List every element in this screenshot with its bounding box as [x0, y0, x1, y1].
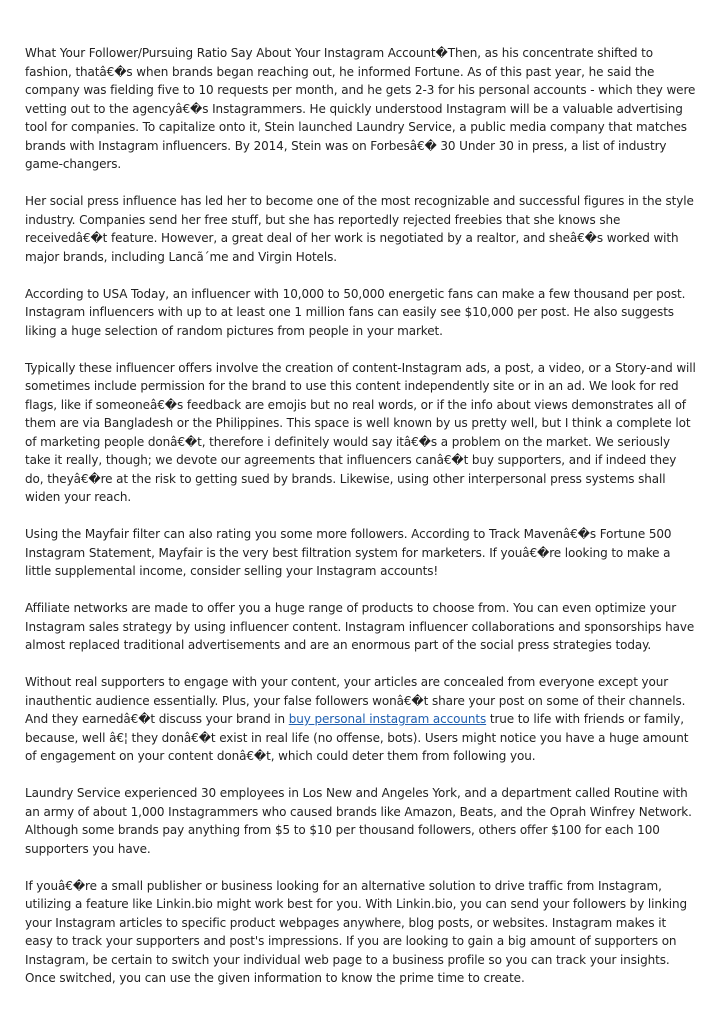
paragraph-9: If youâ€�re a small publisher or business looking for an alternative solution to drive traffic from Instagram, utilizing a feature like Linkin.bio might work best for you. With Linkin.bio, you can send your followers by linking your Instagram articles to specific product webpages anywhere, blog posts, or websites. Instagram makes it easy to track your supporters and post's impressions. If you are looking to gain a big amount of supporters on Instagram, be certain to switch your individual web page to a business profile so you can track your insights. Once switched, you can use the given information to know the prime time to create.	[25, 878, 687, 985]
paragraph-7-text-after: true to life with friends or family, because, well â€¦ they donâ€�t exist in real life (no offense, bots). Users might notice you have a huge amount of engagement on your content donâ€�t, which could deter them from following you.	[25, 712, 689, 763]
paragraph-5: Using the Mayfair filter can also rating you some more followers. According to Track Mavenâ€�s Fortune 500 Instagram Statement, Mayfair is the very best filtration system for marketers. If youâ€�re looking to make a little supplemental income, consider selling your Instagram accounts!	[25, 527, 672, 578]
paragraph-7	[25, 673, 697, 766]
paragraph-4: Typically these influencer offers involve the creation of content-Instagram ads, a post, a video, or a Story-and will sometimes include permission for the brand to use this content independently site or in an ad. We look for red flags, like if someoneâ€�s feedback are emojis but no real words, or if the info about views demonstrates all of them are via Bangladesh or the Philippines. This space is well known by us pretty well, but I think a complete lot of marketing people donâ€�t, therefore i definitely would say itâ€�s a problem on the market. We seriously take it really, though; we devote our agreements that influencers canâ€�t buy supporters, and if indeed they do, theyâ€�re at the risk to getting sued by brands. Likewise, using other interpersonal press systems shall widen your reach.	[25, 360, 696, 504]
paragraph-3: According to USA Today, an influencer with 10,000 to 50,000 energetic fans can make a few thousand per post. Instagram influencers with up to at least one 1 million fans can easily see $10,000 per post. He also suggests liking a huge selection of random pictures from people in your market.	[25, 286, 686, 338]
paragraph-6: Affiliate networks are made to offer you a huge range of products to choose from. You can even optimize your Instagram sales strategy by using influencer content. Instagram influencer collaborations and sponsorships have almost replaced traditional advertisements and are an enormous part of the social press strategies today.	[25, 601, 695, 652]
paragraph-7-text-before: Without real supporters to engage with your content, your articles are concealed from everyone except your inauthentic audience essentially. Plus, your false followers wonâ€�t share your post on some of their channels. And they earnedâ€�t discuss your brand in	[25, 675, 686, 726]
paragraph-1: What Your Follower/Pursuing Ratio Say About Your Instagram Account�Then, as his concentrate shifted to fashion, thatâ€�s when brands began reaching out, he informed Fortune. As of this past year, he said the company was fielding five to 10 requests per month, and he gets 2-3 for his personal accounts - which they were vetting out to the agencyâ€�s Instagrammers. He quickly understood Instagram will be a valuable advertising tool for companies. To capitalize onto it, Stein launched Laundry Service, a public media company that matches brands with Instagram influencers. By 2014, Stein was on Forbesâ€� 30 Under 30 in press, a list of industry game-changers.	[25, 46, 696, 171]
article-body	[25, 44, 697, 1006]
paragraph-2: Her social press influence has led her to become one of the most recognizable and successful figures in the style industry. Companies send her free stuff, but she has reportedly rejected freebies that she knows she receivedâ€�t feature. However, a great deal of her work is negotiated by a realtor, and sheâ€�s worked with major brands, including Lancã´me and Virgin Hotels.	[25, 194, 694, 264]
buy-accounts-link[interactable]: buy personal instagram accounts	[288, 712, 487, 726]
paragraph-8: Laundry Service experienced 30 employees in Los New and Angeles York, and a department called Routine with an army of about 1,000 Instagrammers who caused brands like Amazon, Beats, and the Oprah Winfrey Network. Although some brands pay anything from $5 to $10 per thousand followers, others offer $100 for each 100 supporters you have.	[25, 786, 692, 856]
